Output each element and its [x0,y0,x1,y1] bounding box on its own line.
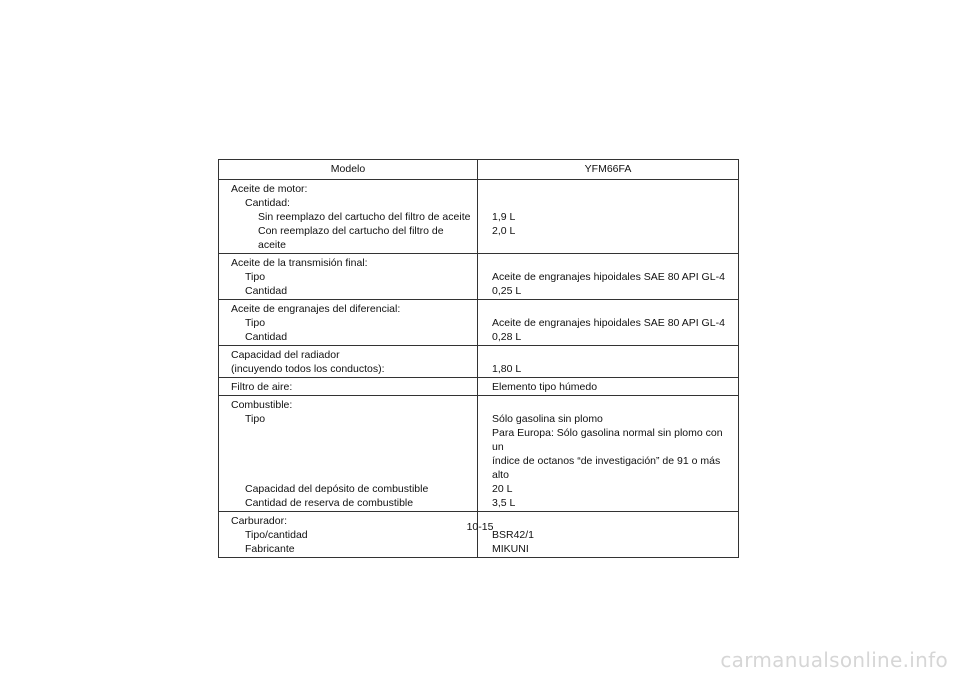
spec-group [219,254,739,300]
watermark: carmanualsonline.info [720,648,948,672]
table-row [219,284,739,300]
spec-group [219,512,739,558]
spec-label: (incuyendo todos los conductos): [219,362,478,378]
spec-label: Combustible: [219,396,478,413]
spec-label: Fabricante [219,542,478,558]
spec-value: 1,9 L [492,211,516,223]
spec-value: Aceite de engranajes hipoidales SAE 80 API GL-4 [492,317,725,329]
table-row [219,362,739,378]
spec-value: 0,28 L [492,331,522,343]
header-model-label: Modelo [219,160,478,180]
spec-label: Cantidad [219,330,478,346]
header-model-value: YFM66FA [478,160,739,180]
spec-label: Cantidad [219,284,478,300]
spec-label: Cantidad: [219,196,478,210]
spec-label: Tipo [219,412,478,426]
spec-group [219,396,739,512]
table-row [219,396,739,413]
table-row [219,542,739,558]
table-row [219,412,739,426]
table-row [219,426,739,454]
spec-label: Tipo [219,270,478,284]
spec-value: índice de octanos “de investigación” de 91 o más alto [492,455,721,481]
spec-label: Filtro de aire: [219,378,478,396]
spec-value: 0,25 L [492,285,522,297]
spec-table-header [219,160,739,180]
spec-group [219,300,739,346]
table-row [219,224,739,254]
spec-label: Sin reemplazo del cartucho del filtro de aceite [219,210,478,224]
spec-value [478,196,739,210]
spec-value [478,346,739,363]
table-row [219,210,739,224]
spec-label: Aceite de la transmisión final: [219,254,478,271]
table-row [219,496,739,512]
spec-label: Tipo/cantidad [219,528,478,542]
spec-label: Carburador: [219,512,478,529]
spec-group [219,346,739,378]
spec-value: 20 L [492,483,513,495]
spec-label: Capacidad del radiador [219,346,478,363]
table-row [219,346,739,363]
spec-value: Elemento tipo húmedo [492,381,598,393]
spec-table [218,159,739,558]
spec-value: Para Europa: Sólo gasolina normal sin plomo con un [492,427,723,453]
spec-group [219,180,739,254]
spec-value: 1,80 L [492,363,522,375]
table-row [219,330,739,346]
spec-value: BSR42/1 [492,529,535,541]
table-row [219,196,739,210]
spec-label: Capacidad del depósito de combustible [219,482,478,496]
spec-value: Aceite de engranajes hipoidales SAE 80 API GL-4 [492,271,725,283]
table-row [219,300,739,317]
table-row [219,180,739,197]
spec-value [478,396,739,413]
table-row [219,482,739,496]
spec-label: Tipo [219,316,478,330]
table-row [219,270,739,284]
table-row [219,254,739,271]
table-row [219,454,739,482]
spec-value [478,254,739,271]
spec-value: MIKUNI [492,543,529,555]
spec-label: Aceite de motor: [219,180,478,197]
spec-value [478,300,739,317]
spec-value: 2,0 L [492,225,516,237]
spec-label: Cantidad de reserva de combustible [219,496,478,512]
page-number: 10-15 [466,521,494,533]
spec-value [478,180,739,197]
spec-value: 3,5 L [492,497,516,509]
spec-label [219,454,478,482]
table-row [219,378,739,396]
spec-label: Con reemplazo del cartucho del filtro de aceite [219,224,478,254]
spec-label [219,426,478,454]
spec-label: Aceite de engranajes del diferencial: [219,300,478,317]
header-row [219,160,739,180]
spec-group [219,378,739,396]
spec-value: Sólo gasolina sin plomo [492,413,603,425]
table-row [219,316,739,330]
